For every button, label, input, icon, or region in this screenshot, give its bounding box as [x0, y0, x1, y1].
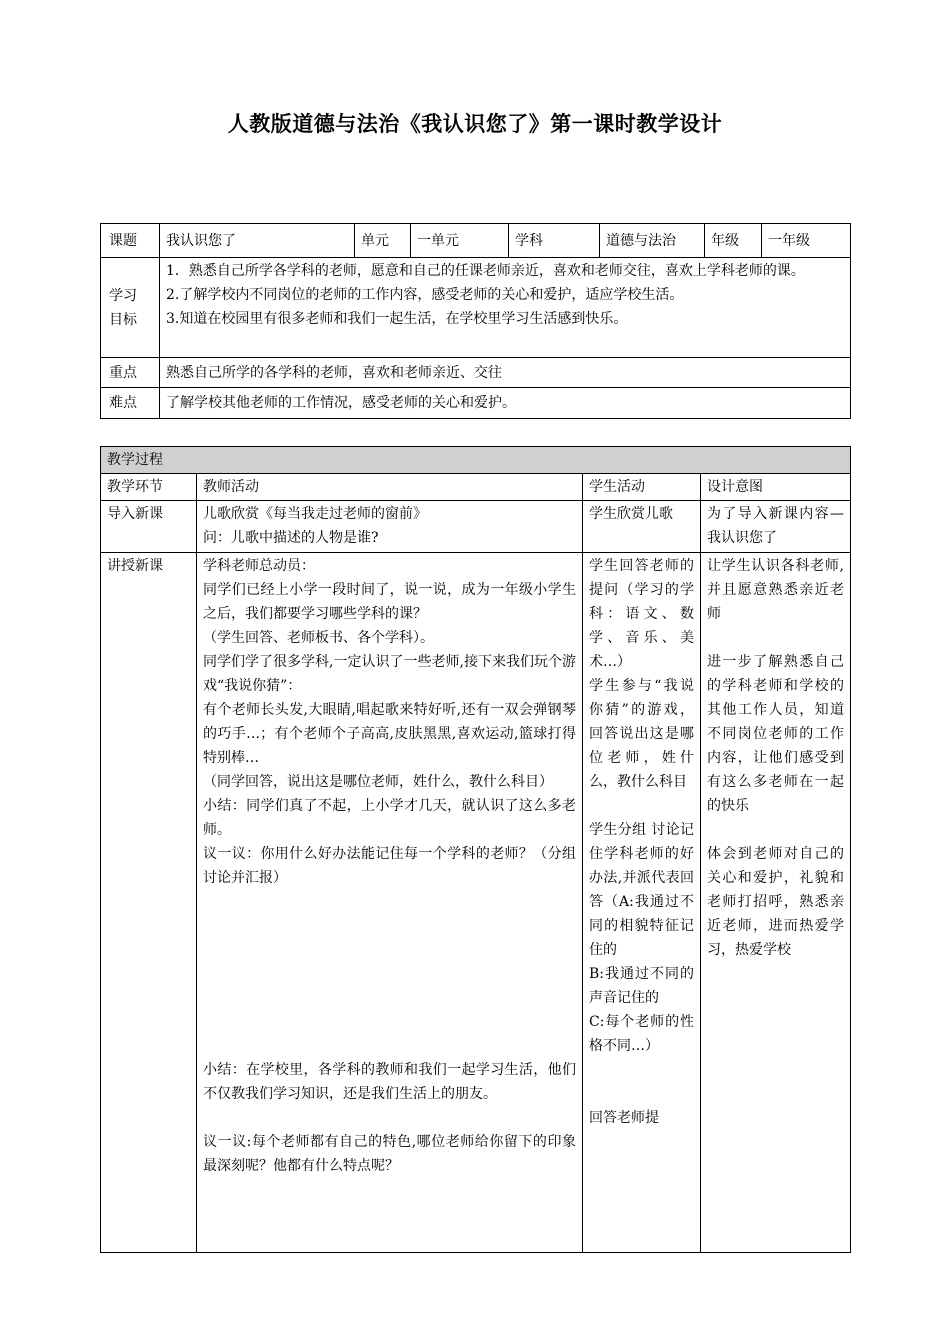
col-intent: 设计意图: [701, 474, 851, 501]
topic-label: 课题: [101, 224, 160, 258]
unit-value: 一单元: [411, 224, 509, 258]
goals-row: [101, 258, 851, 358]
new-lesson-row: [101, 553, 851, 1253]
key-row: [101, 358, 851, 388]
intro-stage: 导入新课: [101, 501, 197, 553]
grade-label: 年级: [705, 224, 762, 258]
subject-value: 道德与法治: [600, 224, 705, 258]
key-label: 重点: [101, 358, 160, 388]
difficult-row: [101, 388, 851, 419]
subject-label: 学科: [509, 224, 600, 258]
difficult-text: 了解学校其他老师的工作情况，感受老师的关心和爱护。: [160, 388, 851, 419]
col-teacher: 教师活动: [197, 474, 583, 501]
goals-text: [160, 258, 851, 358]
col-student: 学生活动: [583, 474, 701, 501]
course-info-table: [100, 223, 851, 419]
goal-3: 3.知道在校园里有很多老师和我们一起生活，在学校里学习生活感到快乐。: [166, 311, 628, 327]
process-table: [100, 446, 851, 1253]
info-row: [101, 224, 851, 258]
new-lesson-student: 学生回答老师的提问（学习的学科：语文、数学、音乐、美术…） 学生参与“我说你猜”的游戏，回答说出这是哪位老师，姓什么，教什么科目 学生分组 讨论记住学科老师的好办法,并派代表回答（A:我通过不同的相貌特征记住的 B:我通过不同的声音记住的 C:每个老师的性格不同…） 回答老师提: [583, 553, 701, 1253]
new-lesson-intent: 让学生认识各科老师,并且愿意熟悉亲近老师 进一步了解熟悉自己的学科老师和学校的其他工作人员，知道不同岗位老师的工作内容，让他们感受到有这么多老师在一起的快乐 体会到老师对自己的关心和爱护，礼貌和老师打招呼，熟悉亲近老师，进而热爱学习，热爱学校: [701, 553, 851, 1253]
key-text: 熟悉自己所学的各学科的老师，喜欢和老师亲近、交往: [160, 358, 851, 388]
unit-label: 单元: [355, 224, 411, 258]
new-lesson-teacher: 学科老师总动员： 同学们已经上小学一段时间了，说一说，成为一年级小学生之后，我们都要学习哪些学科的课？ （学生回答、老师板书、各个学科）。 同学们学了很多学科,一定认识了一些老师,接下来我们玩个游戏“我说你猜”： 有个老师长头发,大眼睛,唱起歌来特好听,还有一双会弹钢琴的巧手…；有个老师个子高高,皮肤黑黑,喜欢运动,篮球打得特别棒… （同学回答，说出这是哪位老师，姓什么，教什么科目） 小结：同学们真了不起，上小学才几天，就认识了这么多老师。 议一议：你用什么好办法能记住每一个学科的老师？（分组讨论并汇报） 小结：在学校里，各学科的教师和我们一起学习生活，他们不仅教我们学习知识，还是我们生活上的朋友。 议一议:每个老师都有自己的特色,哪位老师给你留下的印象最深刻呢？他都有什么特点呢？: [197, 553, 583, 1253]
process-header-row: [101, 447, 851, 474]
goal-2: 2.了解学校内不同岗位的老师的工作内容，感受老师的关心和爱护，适应学校生活。: [166, 287, 684, 303]
grade-value: 一年级: [762, 224, 851, 258]
page-title: 人教版道德与法治《我认识您了》第一课时教学设计: [227, 112, 723, 136]
col-stage: 教学环节: [101, 474, 197, 501]
column-header-row: [101, 474, 851, 501]
topic-value: 我认识您了: [160, 224, 355, 258]
intro-student: 学生欣赏儿歌: [583, 501, 701, 553]
goal-1: 1．熟悉自己所学各学科的老师，愿意和自己的任课老师亲近，喜欢和老师交往，喜欢上学科老师的课。: [166, 263, 805, 279]
intro-row: [101, 501, 851, 553]
new-lesson-stage: 讲授新课: [101, 553, 197, 1253]
process-header: 教学过程: [101, 447, 851, 474]
goals-label: 学习 目标: [101, 258, 160, 358]
intro-teacher: 儿歌欣赏《每当我走过老师的窗前》 问：儿歌中描述的人物是谁?: [197, 501, 583, 553]
difficult-label: 难点: [101, 388, 160, 419]
intro-intent: 为了导入新课内容—我认识您了: [701, 501, 851, 553]
